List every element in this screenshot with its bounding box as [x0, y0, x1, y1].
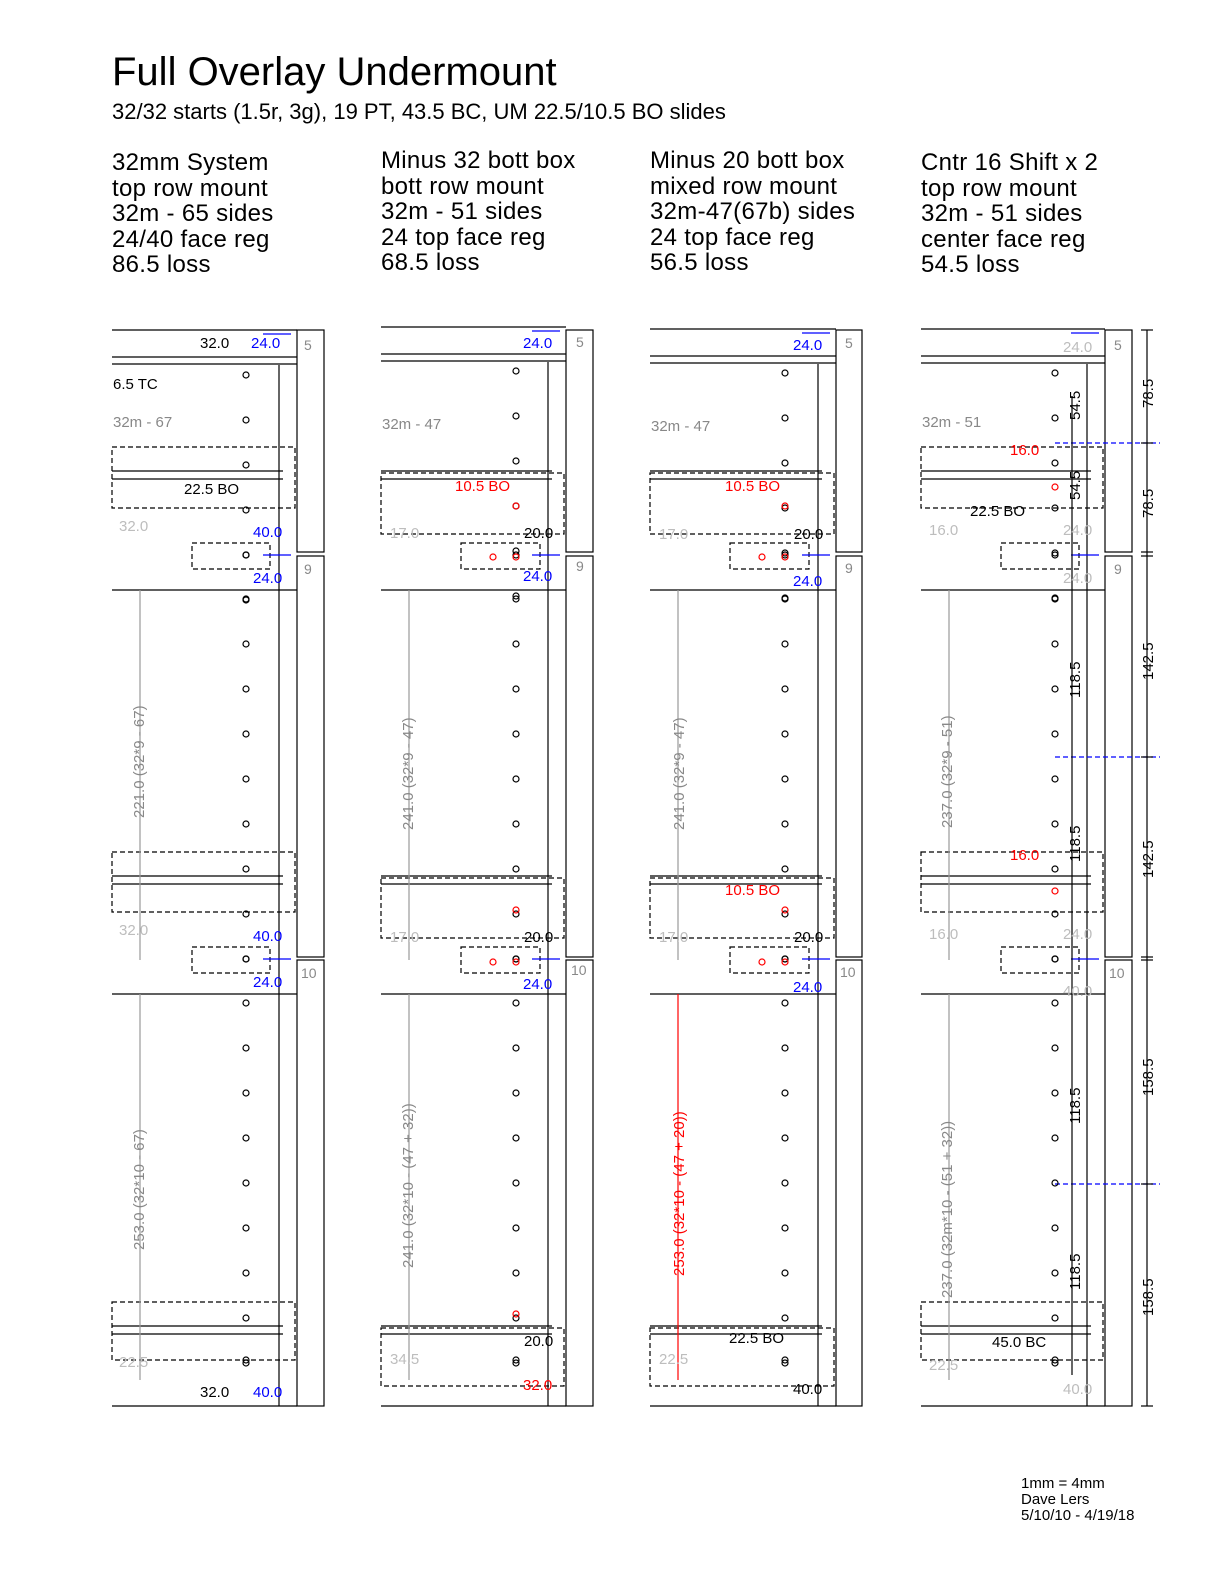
drawer-face-panel [566, 330, 593, 552]
footer-author: Dave Lers [1021, 1491, 1090, 1508]
col2-line2: bott row mount [381, 172, 544, 200]
c3-drawer-num-1: 5 [845, 335, 853, 351]
hole-circle [513, 907, 519, 913]
hole-circle [1052, 1045, 1058, 1051]
hole-circle [1052, 370, 1058, 376]
c1-dim-32-bot: 32.0 [200, 1384, 230, 1401]
col2-line1: Minus 32 bott box [381, 147, 576, 174]
hole-circle [782, 370, 788, 376]
c3-gray-17a: 17.0 [659, 526, 689, 543]
hole-circle [243, 1000, 249, 1006]
hole-circle [513, 821, 519, 827]
c1-tc-label: 6.5 TC [113, 376, 158, 393]
hole-circle [782, 1225, 788, 1231]
footer-scale: 1mm = 4mm [1021, 1475, 1105, 1492]
c2-side-label: 32m - 47 [382, 416, 442, 433]
column-3-labels [651, 337, 823, 1398]
hole-circle [1052, 1315, 1058, 1321]
c3-drawer-num-2: 9 [845, 560, 853, 576]
hole-circle [243, 821, 249, 827]
hole-circle [243, 1315, 249, 1321]
c1-dim-40b: 40.0 [253, 928, 283, 945]
col3-line1: Minus 20 bott box [650, 147, 845, 174]
c4-gray-22-5: 22.5 [929, 1357, 959, 1374]
hole-circle [782, 731, 788, 737]
hole-circle [759, 959, 765, 965]
c4-bc-label: 45.0 BC [992, 1334, 1047, 1351]
c1-dim-24a: 24.0 [253, 570, 283, 587]
hole-circle [513, 776, 519, 782]
c4-side-label: 32m - 51 [922, 414, 982, 431]
hole-circle [513, 1000, 519, 1006]
c2-gray-17a: 17.0 [390, 525, 420, 542]
hole-circle [243, 956, 249, 962]
col4-line1: Cntr 16 Shift x 2 [921, 149, 1099, 176]
hole-circle [1052, 1000, 1058, 1006]
c4-v118-5d: 118.5 [1067, 1253, 1084, 1290]
c4-vert-1: 237.0 (32*9 - 51) [939, 715, 956, 828]
c2-dim-20a: 20.0 [524, 525, 554, 542]
col1-line1: 32mm System [112, 149, 269, 176]
col2-line4: 24 top face reg [381, 223, 546, 251]
hole-circle [243, 866, 249, 872]
hole-circle [782, 686, 788, 692]
c4-r158-5b: 158.5 [1140, 1278, 1157, 1316]
hole-circle [513, 641, 519, 647]
footer-dates: 5/10/10 - 4/19/18 [1021, 1507, 1135, 1524]
drawer-face-panel [566, 556, 593, 957]
hole-circle [513, 1090, 519, 1096]
c3-dim-24b: 24.0 [793, 979, 823, 996]
c3-vert-2: 253.0 (32*10 - (47 + 20)) [671, 1111, 688, 1276]
c4-r142-5b: 142.5 [1140, 840, 1157, 878]
c2-vert-1: 241.0 (32*9 - 47) [400, 717, 417, 830]
hole-circle [513, 458, 519, 464]
c2-dim-24a: 24.0 [523, 568, 553, 585]
c4-gray-40b: 40.0 [1063, 1381, 1093, 1398]
c2-bo-label: 10.5 BO [455, 478, 511, 495]
drawer-face-panel [836, 330, 862, 552]
column-2-labels [382, 335, 553, 1394]
c4-r142-5a: 142.5 [1140, 642, 1157, 680]
drawer-face-panel [297, 330, 324, 552]
c1-side-label: 32m - 67 [113, 414, 173, 431]
c1-gray-32b: 32.0 [119, 922, 149, 939]
column-1-labels [113, 335, 282, 1401]
hole-circle [782, 460, 788, 466]
c1-drawer-num-2: 9 [304, 561, 312, 577]
c4-r158-5a: 158.5 [1140, 1058, 1157, 1096]
hole-circle [243, 686, 249, 692]
hole-circle [513, 1045, 519, 1051]
hole-circle [243, 462, 249, 468]
hole-circle [243, 1090, 249, 1096]
hole-circle [513, 866, 519, 872]
c1-dim-40a: 40.0 [253, 524, 283, 541]
hole-circle [782, 866, 788, 872]
c1-dim-40-bot: 40.0 [253, 1384, 283, 1401]
c2-drawer-num-3: 10 [571, 962, 587, 978]
c3-gray-17b: 17.0 [659, 929, 689, 946]
spacer-box [192, 543, 270, 569]
c3-dim-24-top: 24.0 [793, 337, 823, 354]
spacer-box [461, 947, 540, 973]
c1-drawer-num-1: 5 [304, 337, 312, 353]
hole-circle [1052, 1270, 1058, 1276]
c1-vert-2: 253.0 (32*10 - 67) [131, 1129, 148, 1250]
hole-circle [782, 907, 788, 913]
hole-circle [243, 1045, 249, 1051]
c2-dim-20c: 20.0 [524, 1333, 554, 1350]
hole-circle [513, 413, 519, 419]
hole-circle [1052, 956, 1058, 962]
hole-circle [243, 1135, 249, 1141]
hole-circle [513, 1225, 519, 1231]
hole-circle [243, 1225, 249, 1231]
hole-circle [243, 776, 249, 782]
c4-v54-5b: 54.5 [1067, 470, 1084, 500]
c4-drawer-num-2: 9 [1114, 561, 1122, 577]
c2-dim-32-bot: 32.0 [523, 1377, 553, 1394]
c4-vert-2: 237.0 (32m*10 - (51 + 32)) [939, 1120, 956, 1298]
hole-circle [782, 776, 788, 782]
hole-circle [513, 731, 519, 737]
hole-circle [243, 372, 249, 378]
hole-circle [243, 417, 249, 423]
spacer-box [192, 947, 270, 973]
hole-circle [782, 1270, 788, 1276]
c1-gray-32a: 32.0 [119, 518, 149, 535]
column-4-labels [922, 339, 1157, 1398]
col2-line5: 68.5 loss [381, 249, 480, 276]
hole-circle [513, 503, 519, 509]
drawer-face-panel [836, 556, 862, 957]
c1-dim-32-top: 32.0 [200, 335, 230, 352]
c4-v118-5a: 118.5 [1067, 661, 1084, 698]
footer-notes [1021, 1476, 1134, 1524]
c4-drawer-num-1: 5 [1114, 337, 1122, 353]
c4-drawer-num-3: 10 [1109, 965, 1125, 981]
c4-v118-5c: 118.5 [1067, 1087, 1084, 1124]
spacer-box [730, 543, 809, 569]
col1-line2: top row mount [112, 174, 268, 202]
system-holes [243, 368, 1058, 1366]
hole-circle [782, 1045, 788, 1051]
hole-circle [513, 1180, 519, 1186]
c2-dim-20b: 20.0 [524, 929, 554, 946]
hole-circle [1052, 866, 1058, 872]
page-title: Full Overlay Undermount [112, 50, 557, 94]
hole-circle [243, 1270, 249, 1276]
drawer-face-panel [1105, 330, 1132, 552]
c1-dim-24-top: 24.0 [251, 335, 281, 352]
hole-circle [1052, 460, 1058, 466]
c4-gray-24b: 24.0 [1063, 570, 1093, 587]
hole-circle [513, 1311, 519, 1317]
drawer-face-panel [566, 960, 593, 1406]
c2-drawer-num-1: 5 [576, 334, 584, 350]
c4-red-16b: 16.0 [1010, 847, 1040, 864]
c4-gray-24-top: 24.0 [1063, 339, 1093, 356]
c3-side-label: 32m - 47 [651, 418, 711, 435]
c1-vert-1: 221.0 (32*9 - 67) [131, 705, 148, 818]
c3-dim-20a: 20.0 [794, 526, 824, 543]
c2-gray-34-5: 34.5 [390, 1351, 420, 1368]
c4-v54-5a: 54.5 [1067, 390, 1084, 420]
hole-circle [1052, 686, 1058, 692]
hole-circle [1052, 1135, 1058, 1141]
c1-bo-label: 22.5 BO [184, 481, 240, 498]
drawer-face-panel [297, 556, 324, 957]
col4-line3: 32m - 51 sides [921, 200, 1083, 227]
col4-line2: top row mount [921, 174, 1077, 202]
hole-circle [1052, 821, 1058, 827]
col3-line2: mixed row mount [650, 172, 838, 200]
col3-line5: 56.5 loss [650, 249, 749, 276]
col1-line3: 32m - 65 sides [112, 200, 274, 227]
hole-circle [513, 1270, 519, 1276]
c4-gray-16a: 16.0 [929, 522, 959, 539]
hole-circle [782, 821, 788, 827]
hole-circle [513, 686, 519, 692]
hole-circle [1052, 1180, 1058, 1186]
hole-circle [243, 552, 249, 558]
c4-v118-5b: 118.5 [1067, 825, 1084, 862]
col4-line4: center face reg [921, 225, 1086, 253]
drawer-face-panel [836, 960, 862, 1406]
hole-circle [513, 1135, 519, 1141]
hole-circle [1052, 731, 1058, 737]
c2-dim-24-top: 24.0 [523, 335, 553, 352]
drawer-face-panel [1105, 960, 1132, 1406]
c4-gray-16b: 16.0 [929, 926, 959, 943]
c2-drawer-num-2: 9 [576, 558, 584, 574]
hole-circle [782, 415, 788, 421]
c4-r78-5a: 78.5 [1140, 378, 1157, 408]
spacer-box [1001, 543, 1079, 569]
c4-gray-40a: 40.0 [1063, 983, 1093, 1000]
c3-dim-20b: 20.0 [794, 929, 824, 946]
hole-circle [1052, 415, 1058, 421]
c4-gray-24c: 24.0 [1063, 926, 1093, 943]
drawer-face-panel [297, 960, 324, 1406]
spacer-box [461, 543, 540, 569]
c1-drawer-num-3: 10 [301, 965, 317, 981]
c3-dim-24a: 24.0 [793, 573, 823, 590]
col4-line5: 54.5 loss [921, 251, 1020, 278]
hole-circle [782, 1000, 788, 1006]
spacer-box [730, 947, 809, 973]
c3-bo-label-3: 22.5 BO [729, 1330, 785, 1347]
page-subtitle: 32/32 starts (1.5r, 3g), 19 PT, 43.5 BC, UM 22.5/10.5 BO slides [112, 99, 726, 124]
c2-vert-2: 241.0 (32*10 - (47 + 32)) [400, 1103, 417, 1268]
col3-line3: 32m-47(67b) sides [650, 198, 856, 225]
c4-r78-5b: 78.5 [1140, 488, 1157, 518]
col1-line4: 24/40 face reg [112, 225, 270, 253]
c2-dim-24b: 24.0 [523, 976, 553, 993]
c4-red-16a: 16.0 [1010, 442, 1040, 459]
hole-circle [782, 1180, 788, 1186]
hole-circle [243, 641, 249, 647]
hole-circle [782, 641, 788, 647]
hole-circle [1052, 641, 1058, 647]
col1-line5: 86.5 loss [112, 251, 211, 278]
c4-gray-24a: 24.0 [1063, 522, 1093, 539]
c2-gray-17b: 17.0 [390, 929, 420, 946]
dashed-drawer-box [921, 1302, 1103, 1360]
c3-gray-22-5: 22.5 [659, 1351, 689, 1368]
spacer-box [1001, 947, 1079, 973]
hole-circle [1052, 484, 1058, 490]
hole-circle [1052, 1225, 1058, 1231]
hole-circle [513, 368, 519, 374]
col3-line4: 24 top face reg [650, 223, 815, 251]
hole-circle [243, 1180, 249, 1186]
hole-circle [782, 1090, 788, 1096]
c3-vert-1: 241.0 (32*9 - 47) [671, 717, 688, 830]
c3-bo-label-1: 10.5 BO [725, 478, 781, 495]
c3-drawer-num-3: 10 [840, 964, 856, 980]
hole-circle [1052, 888, 1058, 894]
c1-gray-22-5: 22.5 [119, 1354, 149, 1371]
hole-circle [782, 1135, 788, 1141]
hole-circle [782, 1315, 788, 1321]
c3-bo-label-2: 10.5 BO [725, 882, 781, 899]
c3-dim-40-bot: 40.0 [793, 1381, 823, 1398]
hole-circle [1052, 776, 1058, 782]
hole-circle [759, 554, 765, 560]
drawing-structure [112, 327, 1160, 1406]
col2-line3: 32m - 51 sides [381, 198, 543, 225]
c4-bo-label: 22.5 BO [970, 503, 1026, 520]
hole-circle [243, 731, 249, 737]
dashed-drawer-box [112, 447, 295, 508]
c1-dim-24b: 24.0 [253, 974, 283, 991]
hole-circle [490, 554, 496, 560]
hole-circle [490, 959, 496, 965]
hole-circle [1052, 1090, 1058, 1096]
